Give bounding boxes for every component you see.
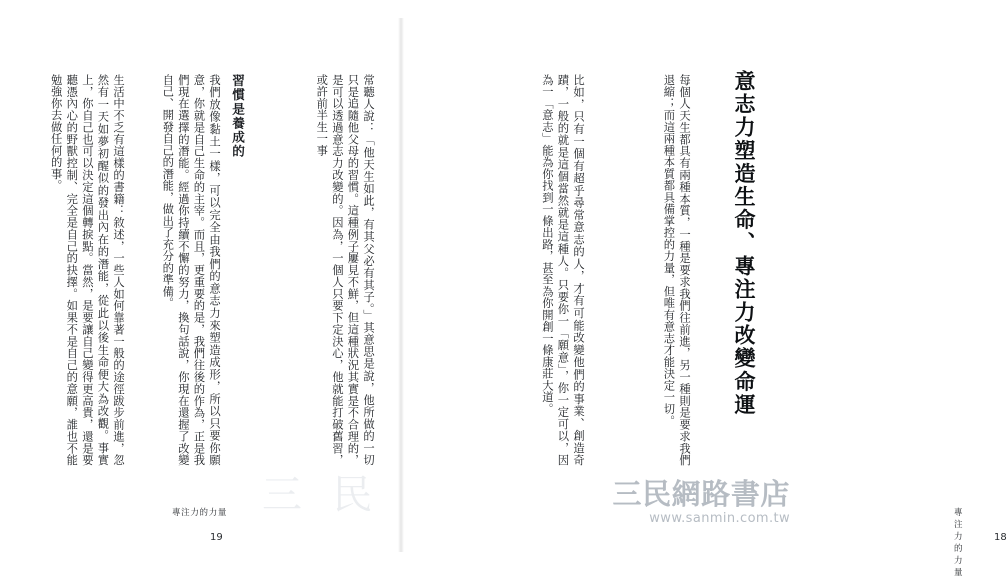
left-page-running-footer: 專注力的力量 [172,508,228,518]
watermark-brand: 三民網路書店 [612,476,790,511]
left-page-paragraph-1: 生活中不乏有這樣的書籍：敘述，一些人如何靠著一般的途徑跋步前進，忽然有一天如夢初醒似的發出內在的潛能，從此以後生命便大為改觀。事實上，你自己也可以決定這個轉捩點。當然，是要讓自己變得更高貴，還是要聽憑內心的野獸控制、完全是自己的抉擇。如果不是自己的意願，誰也不能勉強你去做任何的事。 [49,74,125,466]
watermark-url: www.sanmin.com.tw [649,511,790,526]
right-page-paragraph-2: 比如，只有一個有超乎尋常意志的人，才有可能改變他們的事業、創造奇蹟，一般的就是這個當然就是這種人。只要你一「願意」，你一定可以，因為一「意志」能為你找到一條出路，甚至為你開創一條康莊大道。 [540,74,585,466]
left-page [22,12,398,560]
watermark-ghost-text: 三 民 [262,472,382,518]
left-page-subheading: 習慣是養成的 [230,74,245,159]
right-page [402,12,1007,578]
left-page-paragraph-3: 常聽人說：「他天生如此，有其父必有其子。」其意思是說，他所做的一切只是追隨他父母的習慣。這種例子屢見不鮮，但這種狀況其實是不合理的，是可以透過意志力改變的。因為，一個人只要下定決心，他就能打破舊習，或許前半生一事 [315,74,375,466]
right-page-paragraph-1: 每個人天生都具有兩種本質，一種是要求我們往前進，另一種則是要求我們退縮；而這兩種本質都具備掌控的力量，但唯有意志才能決定一切。 [662,74,691,466]
right-page-folio: 18 [994,532,1007,543]
left-page-paragraph-2: 我們放像黏土一樣，可以完全由我們的意志力來塑造成形，所以只要你願意，你就是自己生命的主宰。而且，更重要的是，我們往後的作為，正是我們現在選擇的潛能。經過你持續不懈的努力，換句話說，你現在還握了改變自己、開發自己的潛能，做出了充分的準備。 [161,74,221,466]
chapter-title: 意志力塑造生命、專注力改變命運 [732,70,756,417]
left-page-folio: 19 [210,532,223,543]
right-page-running-footer: 專注力的力量 [954,508,964,578]
